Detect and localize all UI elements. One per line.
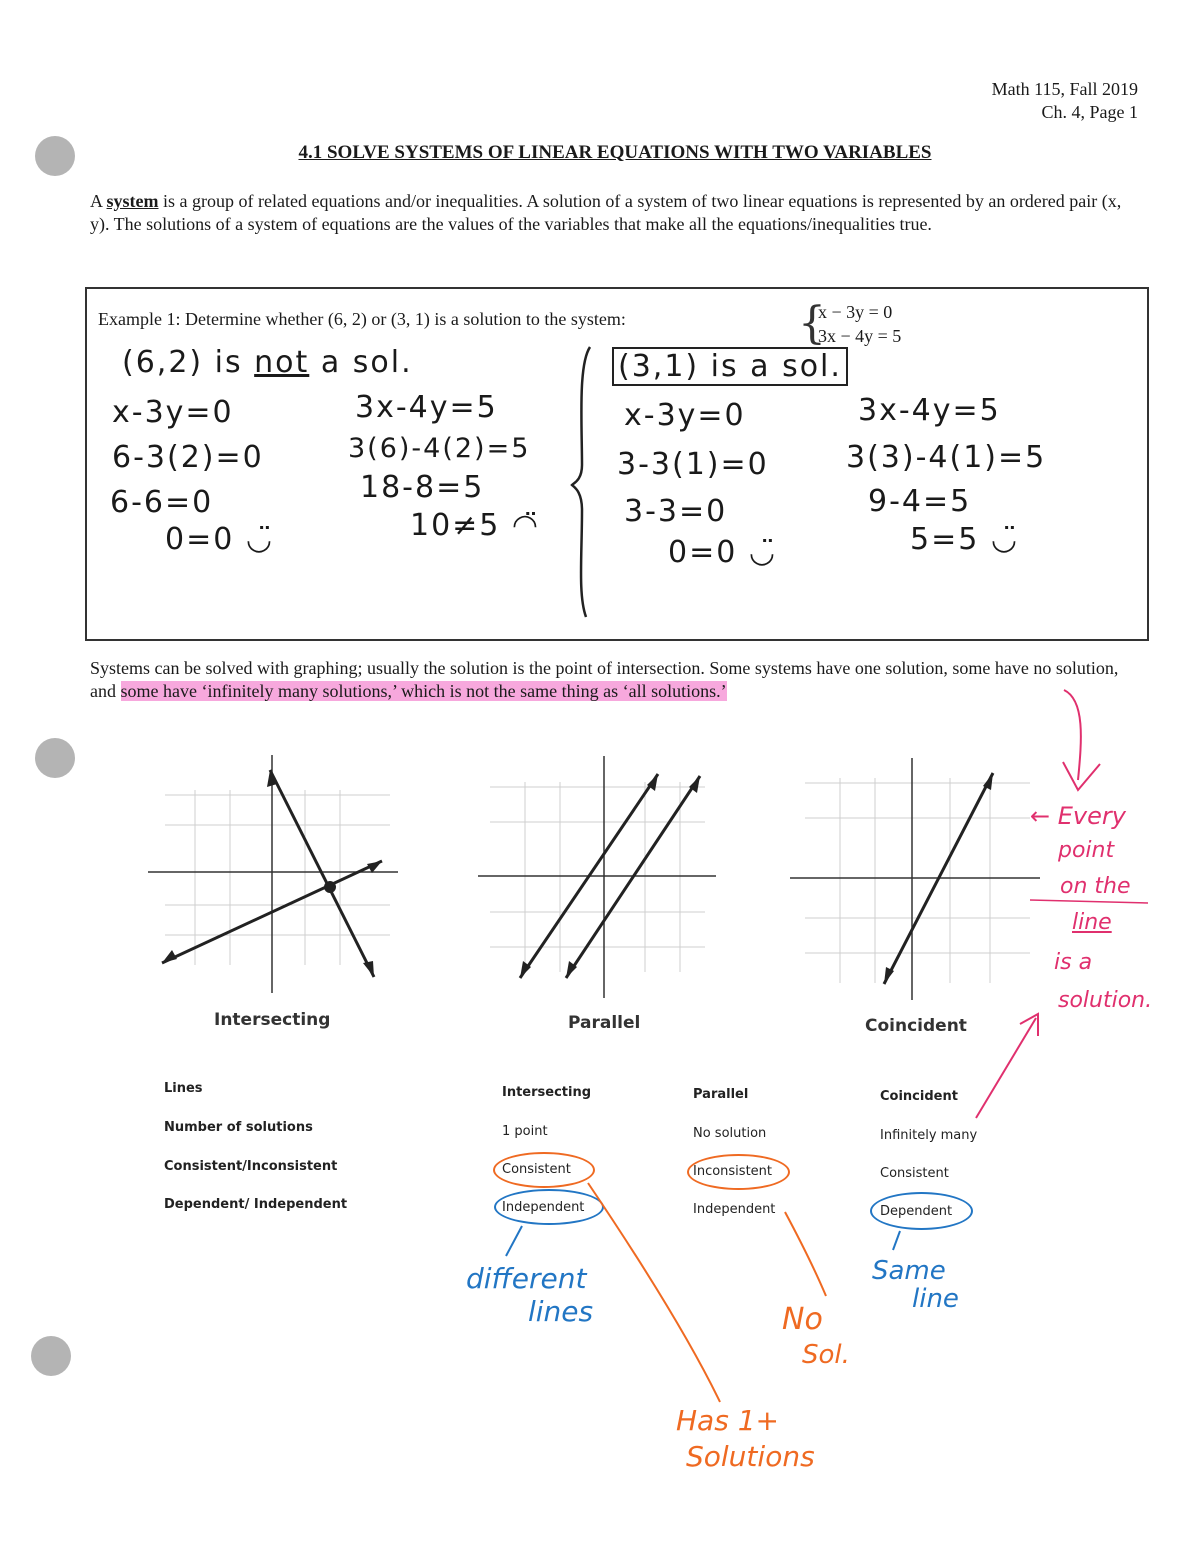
note-has: Has 1+ (676, 1404, 779, 1437)
cell-dependence-parallel: Independent (693, 1202, 776, 1217)
oval-consistent (493, 1152, 595, 1188)
cell-lines-coincident: Coincident (880, 1089, 958, 1104)
binder-hole-middle (35, 738, 75, 778)
binder-hole-bottom (31, 1336, 71, 1376)
page-header (992, 78, 1138, 124)
cell-solutions-coincident: Infinitely many (880, 1128, 978, 1143)
cell-consistency-intersecting: Consistent (502, 1162, 571, 1177)
intro-post: is a group of related equations and/or inequalities. A solution of a system of two linear equations is represented by an ordered pair (x, y). The solutions of a system of equations are the values of the variables that make all the equations/inequalities true. (90, 191, 1122, 234)
work-right-c1-r1: x-3y=0 (624, 398, 746, 433)
equation-1: x − 3y = 0 (818, 302, 893, 322)
cell-consistency-coincident: Consistent (880, 1166, 949, 1181)
work-left-c1-r1: x-3y=0 (112, 395, 234, 430)
cell-dependence-coincident: Dependent (880, 1204, 953, 1219)
work-left-c1-r4: 0=0 ◡̈ (165, 522, 275, 557)
graph-label-coincident: Coincident (865, 1016, 967, 1036)
work-right-c2-r4: 5=5 ◡̈ (910, 522, 1020, 557)
graph-label-intersecting: Intersecting (214, 1010, 331, 1030)
graph-parallel (480, 762, 720, 992)
equation-2: 3x − 4y = 5 (818, 326, 902, 346)
highlighted-text: some have ‘infinitely many solutions,’ which is not the same thing as ‘all solutions.’ (120, 681, 727, 701)
work-right-c1-r3: 3-3=0 (624, 494, 728, 529)
note-different: different (466, 1262, 587, 1295)
systems-pre: Systems can be solved with graphing; usually the solution is the point of intersection. Some systems have one solution, some have no solution, and (90, 658, 1119, 701)
work-left-c1-r2: 6-3(2)=0 (112, 440, 264, 475)
verdict-left: (6,2) is not a sol. (122, 345, 413, 380)
course-label: Math 115, Fall 2019 (991, 79, 1138, 99)
intersection-point (324, 881, 336, 893)
oval-dependent (870, 1192, 973, 1230)
work-left-c1-r3: 6-6=0 (110, 485, 214, 520)
note-line-1: ← Every (1030, 802, 1126, 830)
row-label-dependence: Dependent/ Independent (164, 1197, 348, 1212)
term-system: system (106, 191, 159, 211)
note-sol: Sol. (802, 1340, 850, 1370)
oval-inconsistent (687, 1154, 790, 1190)
cell-solutions-parallel: No solution (693, 1126, 767, 1141)
note-line-5: is a (1054, 950, 1093, 975)
work-left-c2-r1: 3x-4y=5 (355, 390, 498, 425)
work-right-c2-r1: 3x-4y=5 (858, 393, 1001, 428)
work-left-c2-r3: 18-8=5 (360, 470, 485, 505)
work-right-c1-r4: 0=0 ◡̈ (668, 535, 778, 570)
page-label: Ch. 4, Page 1 (1041, 102, 1138, 122)
intro-pre: A (90, 191, 107, 211)
example-prompt: Example 1: Determine whether (6, 2) or (3, 1) is a solution to the system: (98, 309, 626, 329)
note-line-4: line (1072, 910, 1112, 935)
cell-solutions-intersecting: 1 point (502, 1124, 548, 1139)
note-same: Same (872, 1256, 946, 1286)
cell-lines-parallel: Parallel (693, 1087, 749, 1102)
note-line-3: on the (1060, 874, 1131, 899)
verdict-right: (3,1) is a sol. (612, 347, 848, 386)
graph-intersecting (160, 765, 400, 985)
note-solutions: Solutions (686, 1440, 815, 1473)
note-line: line (912, 1284, 959, 1314)
work-right-c1-r2: 3-3(1)=0 (617, 447, 769, 482)
note-line-2: point (1058, 838, 1115, 863)
graph-coincident (790, 758, 1040, 998)
cell-consistency-parallel: Inconsistent (693, 1164, 773, 1179)
page-title: 4.1 SOLVE SYSTEMS OF LINEAR EQUATIONS WITH TWO VARIABLES (298, 142, 932, 163)
system-of-equations (798, 298, 902, 349)
work-left-c2-r4: 10≠5 ◠̈ (410, 508, 541, 543)
cell-lines-intersecting: Intersecting (502, 1085, 592, 1100)
systems-paragraph (90, 657, 1135, 703)
note-line-6: solution. (1058, 988, 1153, 1013)
row-label-lines: Lines (164, 1081, 203, 1096)
graph-label-parallel: Parallel (568, 1013, 641, 1033)
work-right-c2-r3: 9-4=5 (868, 484, 972, 519)
row-label-consistency: Consistent/Inconsistent (164, 1159, 338, 1174)
cell-dependence-intersecting: Independent (502, 1200, 585, 1215)
row-label-solutions: Number of solutions (164, 1120, 313, 1135)
note-lines: lines (528, 1295, 594, 1328)
oval-independent (494, 1189, 604, 1225)
handwritten-brace-icon (570, 345, 610, 625)
intro-paragraph (90, 190, 1135, 236)
work-right-c2-r2: 3(3)-4(1)=5 (846, 440, 1047, 475)
brace-icon: { (798, 298, 826, 349)
note-no: No (782, 1302, 823, 1337)
work-left-c2-r2: 3(6)-4(2)=5 (348, 433, 531, 464)
